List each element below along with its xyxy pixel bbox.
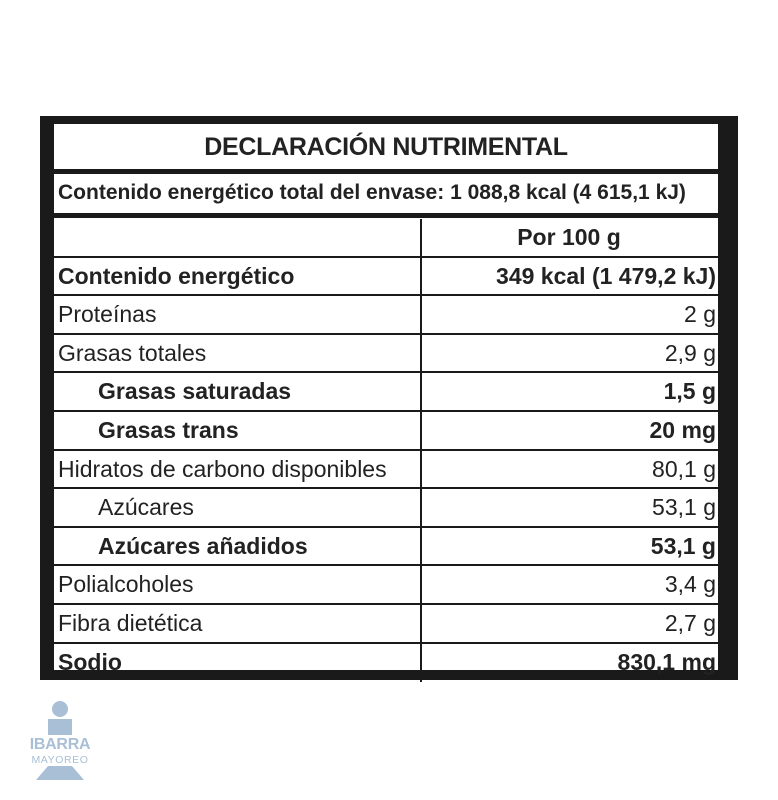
nutrient-value: 2,9 g — [664, 339, 716, 366]
nutrient-name: Grasas totales — [54, 335, 422, 372]
label-title: DECLARACIÓN NUTRIMENTAL — [204, 133, 568, 161]
nutrient-value: 53,1 g — [650, 532, 716, 559]
nutrient-name: Azúcares — [54, 489, 422, 526]
logo-name: IBARRA — [29, 736, 91, 753]
divider — [54, 213, 718, 218]
nutrient-value: 2,7 g — [664, 609, 716, 636]
nutrient-value: 2 g — [684, 301, 716, 328]
nutrient-name: Hidratos de carbono disponibles — [54, 451, 422, 488]
nutrient-value: 349 kcal (1 479,2 kJ) — [496, 262, 716, 289]
nutrient-name: Azúcares añadidos — [54, 528, 422, 565]
column-header: Por 100 g — [517, 224, 621, 250]
logo-subtitle: MAYOREO — [31, 754, 89, 766]
table-row — [54, 258, 718, 297]
table-row — [54, 296, 718, 335]
table-row — [54, 489, 718, 528]
nutrient-value: 20 mg — [649, 416, 716, 443]
table-row — [54, 566, 718, 605]
nutrient-value: 1,5 g — [663, 378, 716, 405]
table-row — [54, 528, 718, 567]
nutrient-name: Contenido energético — [54, 258, 422, 295]
nutrition-table — [54, 219, 718, 675]
ibarra-logo — [18, 700, 102, 782]
table-row — [54, 412, 718, 451]
table-row — [54, 335, 718, 374]
nutrient-name: Polialcoholes — [54, 566, 422, 603]
table-row — [54, 373, 718, 412]
nutrient-value: 80,1 g — [652, 455, 716, 482]
nutrition-label — [40, 116, 738, 680]
nutrition-label-body — [54, 124, 718, 675]
table-row — [54, 451, 718, 490]
table-header-blank — [54, 219, 422, 256]
table-header-row — [54, 219, 718, 258]
nutrient-value: 53,1 g — [652, 494, 716, 521]
nutrient-name: Sodio — [54, 644, 422, 683]
nutrient-value: 830,1 mg — [617, 648, 716, 675]
table-row — [54, 644, 718, 683]
nutrient-value: 3,4 g — [664, 571, 716, 598]
nutrient-name: Grasas saturadas — [54, 373, 422, 410]
nutrient-name: Fibra dietética — [54, 605, 422, 642]
nutrient-name: Grasas trans — [54, 412, 422, 449]
nutrient-name: Proteínas — [54, 296, 422, 333]
energy-total-text: Contenido energético total del envase: 1 088,8 kcal (4 615,1 kJ) — [58, 181, 686, 204]
table-row — [54, 605, 718, 644]
